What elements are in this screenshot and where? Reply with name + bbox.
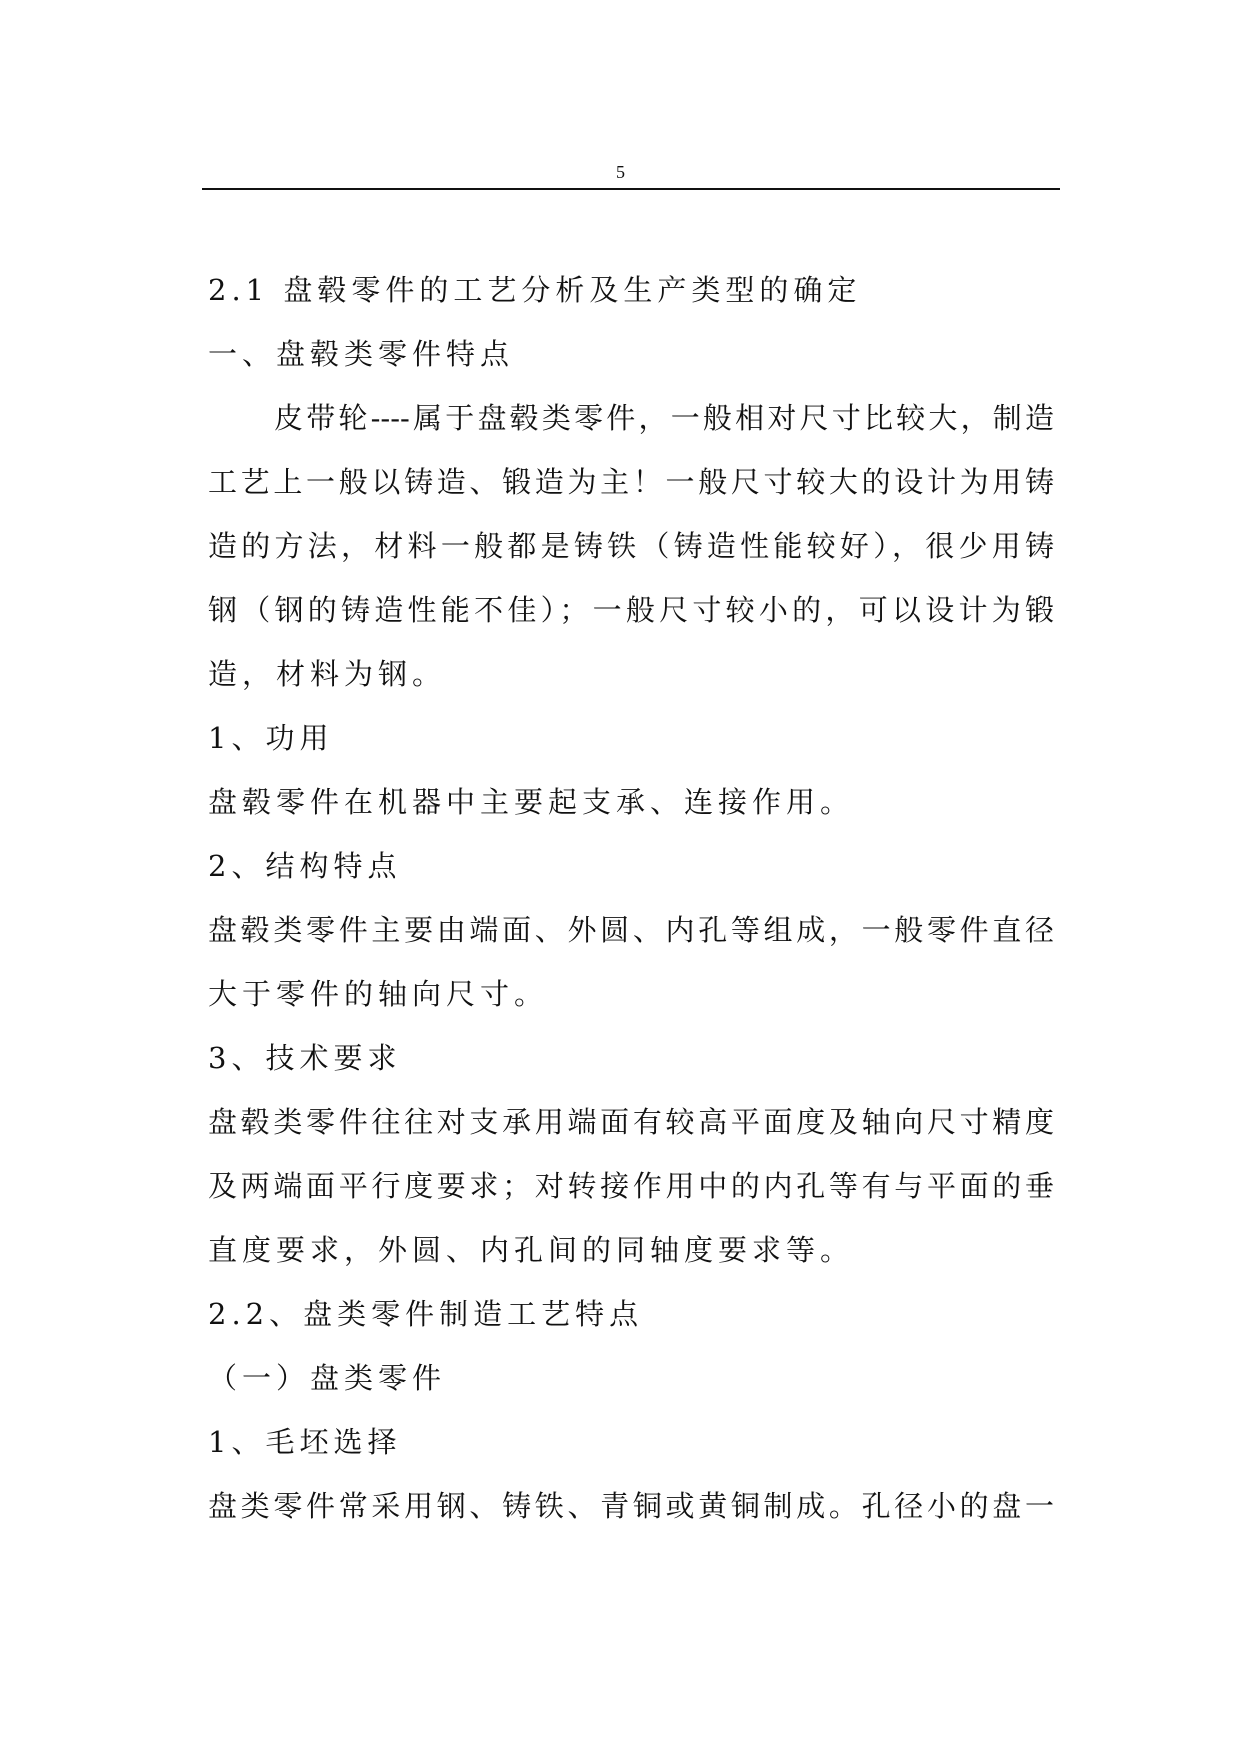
paragraph-line: 造的方法，材料一般都是铸铁（铸造性能较好），很少用铸 [208,529,1054,563]
paragraph-line: 直度要求，外圆、内孔间的同轴度要求等。 [208,1233,855,1267]
paragraph-line: 盘毂类零件往往对支承用端面有较高平面度及轴向尺寸精度 [208,1105,1054,1139]
paragraph-line: 大于零件的轴向尺寸。 [208,977,549,1011]
item-heading-blank-selection: 1、毛坯选择 [208,1425,402,1459]
paragraph-line: 工艺上一般以铸造、锻造为主！一般尺寸较大的设计为用铸 [208,465,1054,499]
paragraph-line: 盘类零件常采用钢、铸铁、青铜或黄铜制成。孔径小的盘一 [208,1489,1054,1523]
item-heading-structure: 2、结构特点 [208,849,402,883]
section-heading-2-2: 2.2、盘类零件制造工艺特点 [208,1297,644,1331]
paragraph-line: 及两端面平行度要求；对转接作用中的内孔等有与平面的垂 [208,1169,1054,1203]
paragraph-line: 皮带轮----属于盘毂类零件，一般相对尺寸比较大，制造 [274,401,1054,435]
document-body [208,258,1054,1538]
item-heading-requirements: 3、技术要求 [208,1041,402,1075]
page-number: 5 [616,162,625,182]
paragraph-line: 盘毂零件在机器中主要起支承、连接作用。 [208,785,855,819]
paragraph-line: 造，材料为钢。 [208,657,447,691]
item-heading-function: 1、功用 [208,721,334,755]
section-heading-2-1: 2.1 盘毂零件的工艺分析及生产类型的确定 [208,273,862,307]
subsection-heading-features: 一、盘毂类零件特点 [208,337,515,371]
header-rule [202,188,1060,190]
paragraph-line: 钢（钢的铸造性能不佳）；一般尺寸较小的，可以设计为锻 [208,593,1054,627]
paragraph-line: 盘毂类零件主要由端面、外圆、内孔等组成，一般零件直径 [208,913,1054,947]
subsection-heading-disc-parts: （一）盘类零件 [208,1361,447,1395]
